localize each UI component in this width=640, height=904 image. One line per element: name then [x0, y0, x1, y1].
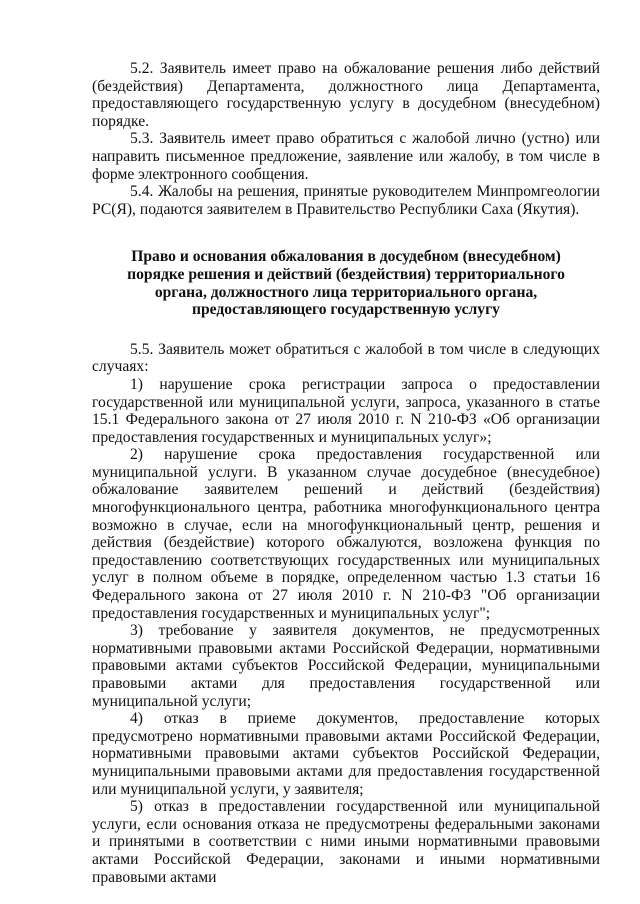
- list-item-4: 4) отказ в приеме документов, предоставление которых предусмотрено нормативными правовыми актами Российской Федерации, нормативными правовыми актами субъектов Российской Федерации, муниципальными правовыми актами для предоставления государственной или муниципальной услуги, у заявителя;: [92, 710, 600, 798]
- heading-line: предоставляющего государственную услугу: [192, 301, 500, 319]
- heading-line: Право и основания обжалования в досудебном (внесудебном): [131, 248, 561, 266]
- paragraph-5-3: 5.3. Заявитель имеет право обратиться с жалобой лично (устно) или направить письменное предложение, заявление или жалобу, в том числе в форме электронного сообщения.: [92, 130, 600, 183]
- heading-line: порядке решения и действий (бездействия) территориального: [127, 265, 565, 283]
- document-page: [92, 60, 600, 886]
- paragraph-5-2: 5.2. Заявитель имеет право на обжалование решения либо действий (бездействия) Департамента, должностного лица Департамента, предоставляющего государственную услугу в досудебном (внесудебном) порядке.: [92, 60, 600, 130]
- list-item-3: 3) требование у заявителя документов, не предусмотренных нормативными правовыми актами Российской Федерации, нормативными правовыми актами субъектов Российской Федерации, муниципальными правовыми актами для предоставления государственной или муниципальной услуги;: [92, 622, 600, 710]
- list-item-5: 5) отказ в предоставлении государственной или муниципальной услуги, если основания отказа не предусмотрены федеральными законами и принятыми в соответствии с ними иными нормативными правовыми актами Российской Федерации, законами и иными нормативными правовыми актами: [92, 798, 600, 886]
- paragraph-5-5: 5.5. Заявитель может обратиться с жалобой в том числе в следующих случаях:: [92, 340, 600, 376]
- list-item-2: 2) нарушение срока предоставления государственной или муниципальной услуги. В указанном случае досудебное (внесудебное) обжалование заявителем решений и действий (бездействия) многофункционального центра, работника многофункционального центра возможно в случае, если на многофункциональный центр, решения и действия (бездействие) которого обжалуются, возложена функция по предоставлению соответствующих государственных или муниципальных услуг в полном объеме в порядке, определенном частью 1.3 статьи 16 Федерального закона от 27 июля 2010 г. N 210-ФЗ "Об организации предоставления государственных и муниципальных услуг";: [92, 446, 600, 622]
- section-heading: [92, 248, 600, 318]
- heading-line: органа, должностного лица территориального органа,: [154, 283, 538, 301]
- list-item-1: 1) нарушение срока регистрации запроса о предоставлении государственной или муниципальной услуги, запроса, указанного в статье 15.1 Федерального закона от 27 июля 2010 г. N 210-ФЗ «Об организации предоставления государственных и муниципальных услуг»;: [92, 375, 600, 446]
- paragraph-5-4: 5.4. Жалобы на решения, принятые руководителем Минпромгеологии РС(Я), подаются заявителем в Правительство Республики Саха (Якутия).: [92, 183, 600, 218]
